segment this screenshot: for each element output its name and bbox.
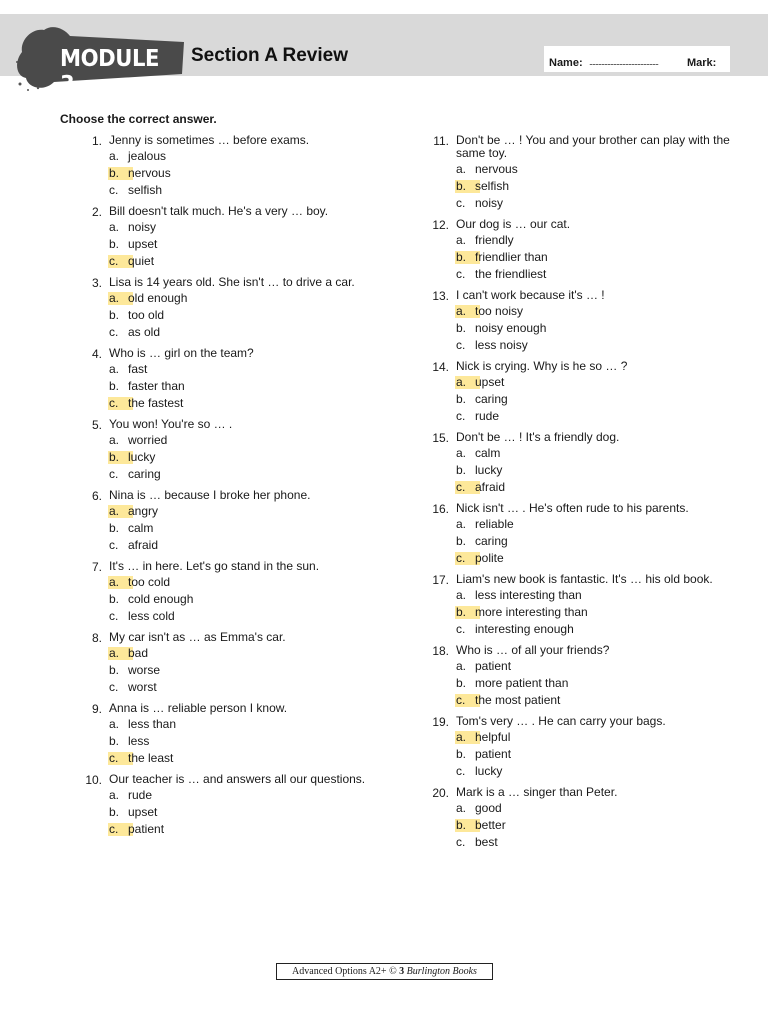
question-number: 14. [432,360,449,374]
option-text: noisy [475,196,504,210]
question-item [429,502,759,567]
mark-label: Mark: [687,57,717,69]
option-letter: c. [109,183,119,197]
option-text: more interesting than [475,605,588,619]
answer-option[interactable] [456,675,759,692]
question-text: Lisa is 14 years old. She isn't … to drive a car. [109,275,355,289]
answer-option[interactable] [109,432,412,449]
option-letter: c. [109,396,119,410]
answer-option[interactable] [109,148,412,165]
question-item [82,560,412,625]
option-text: too noisy [475,304,524,318]
option-letter: a. [456,233,467,247]
option-text: as old [128,325,161,339]
question-item [82,631,412,696]
option-letter: a. [456,801,467,815]
option-text: the most patient [475,693,561,707]
answer-option[interactable] [109,645,412,662]
option-text: less noisy [475,338,528,352]
answer-option[interactable] [109,804,412,821]
option-text: upset [128,237,158,251]
answer-option[interactable] [109,324,412,341]
option-text: the fastest [128,396,184,410]
option-text: selfish [128,183,163,197]
question-item [429,644,759,709]
answer-option[interactable] [109,750,412,767]
option-letter: c. [456,196,466,210]
question-text: Who is … of all your friends? [456,643,610,657]
answer-option[interactable] [456,550,759,567]
option-text: afraid [475,480,506,494]
answer-option[interactable] [456,391,759,408]
option-letter: b. [109,450,120,464]
answer-option[interactable] [456,266,759,283]
question-number: 18. [432,644,449,658]
option-text: better [475,818,506,832]
option-letter: c. [456,835,466,849]
answer-option[interactable] [109,733,412,750]
option-letter: a. [456,588,467,602]
answer-option[interactable] [109,378,412,395]
option-text: selfish [475,179,510,193]
question-number: 1. [91,134,102,148]
option-letter: a. [109,575,120,589]
question-text: Who is … girl on the team? [109,346,254,360]
option-text: worse [128,663,161,677]
question-number: 17. [432,573,449,587]
answer-option[interactable] [456,746,759,763]
answer-option[interactable] [456,408,759,425]
option-letter: b. [456,250,467,264]
option-text: less [128,734,150,748]
option-letter: c. [109,751,119,765]
question-item [82,205,412,270]
option-text: less than [128,717,177,731]
option-text: best [475,835,498,849]
question-item [82,418,412,483]
answer-option[interactable] [456,729,759,746]
answer-option[interactable] [456,587,759,604]
option-letter: b. [456,676,467,690]
question-text: Nina is … because I broke her phone. [109,488,311,502]
option-letter: c. [456,409,466,423]
question-text: Our dog is … our cat. [456,217,571,231]
answer-option[interactable] [456,621,759,638]
option-letter: a. [456,304,467,318]
answer-option[interactable] [109,253,412,270]
option-letter: a. [109,149,120,163]
question-number: 11. [433,134,449,148]
option-letter: a. [109,220,120,234]
option-letter: b. [109,308,120,322]
option-text: caring [475,392,508,406]
option-letter: a. [456,162,467,176]
option-text: fast [128,362,148,376]
option-text: patient [475,747,512,761]
answer-option[interactable] [456,763,759,780]
option-text: polite [475,551,504,565]
option-text: faster than [128,379,185,393]
option-letter: c. [456,480,466,494]
answer-option[interactable] [456,337,759,354]
question-item [429,573,759,638]
question-item [429,786,759,851]
option-letter: c. [456,764,466,778]
question-number: 15. [432,431,449,445]
option-letter: b. [456,747,467,761]
footer-text: Advanced Options A2+ © [292,966,400,977]
option-text: worst [128,680,157,694]
option-letter: c. [109,609,119,623]
option-text: caring [128,467,161,481]
answer-option[interactable] [109,449,412,466]
answer-option[interactable] [456,658,759,675]
option-text: noisy [128,220,157,234]
option-text: rude [128,788,153,802]
option-text: caring [475,534,508,548]
option-text: the friendliest [475,267,547,281]
questions-column-right [429,134,759,857]
option-text: noisy enough [475,321,547,335]
option-letter: c. [109,325,119,339]
question-number: 20. [432,786,449,800]
answer-option[interactable] [456,161,759,178]
question-number: 2. [91,205,102,219]
option-text: calm [128,521,154,535]
option-text: more patient than [475,676,569,690]
name-dotted-line: .............................................. [589,57,659,67]
option-letter: b. [109,166,120,180]
option-letter: b. [109,663,120,677]
question-number: 16. [432,502,449,516]
answer-option[interactable] [109,591,412,608]
answer-option[interactable] [456,834,759,851]
question-item [429,289,759,354]
option-text: friendly [475,233,514,247]
option-text: reliable [475,517,514,531]
option-text: quiet [128,254,155,268]
answer-option[interactable] [456,249,759,266]
question-text: My car isn't as … as Emma's car. [109,630,286,644]
option-letter: a. [109,362,120,376]
question-text: Mark is a … singer than Peter. [456,785,618,799]
question-text: Nick is crying. Why is he so … ? [456,359,628,373]
option-letter: a. [456,517,467,531]
option-letter: a. [456,659,467,673]
question-text: Our teacher is … and answers all our questions. [109,772,366,786]
question-text: It's … in here. Let's go stand in the sun. [109,559,320,573]
option-text: upset [128,805,158,819]
option-letter: c. [456,693,466,707]
option-letter: a. [456,375,467,389]
option-letter: c. [456,267,466,281]
answer-option[interactable] [456,817,759,834]
question-number: 4. [91,347,102,361]
option-text: calm [475,446,501,460]
question-number: 19. [432,715,449,729]
answer-option[interactable] [109,236,412,253]
answer-option[interactable] [456,692,759,709]
option-text: angry [128,504,159,518]
answer-option[interactable] [109,290,412,307]
option-letter: b. [109,734,120,748]
answer-option[interactable] [109,361,412,378]
option-text: good [475,801,502,815]
answer-option[interactable] [109,716,412,733]
option-letter: c. [109,467,119,481]
answer-option[interactable] [109,182,412,199]
answer-option[interactable] [109,466,412,483]
answer-option[interactable] [109,307,412,324]
question-text: Don't be … ! You and your brother can play with the same toy. [456,133,730,160]
option-text: nervous [128,166,171,180]
question-item [429,715,759,780]
option-text: less interesting than [475,588,582,602]
option-letter: a. [456,446,467,460]
option-text: patient [128,822,165,836]
answer-option[interactable] [456,516,759,533]
footer-page-number: 3 [399,966,405,977]
instruction: Choose the correct answer. [60,112,217,126]
answer-option[interactable] [109,219,412,236]
answer-option[interactable] [456,462,759,479]
answer-option[interactable] [456,445,759,462]
question-number: 6. [91,489,102,503]
option-letter: c. [109,538,119,552]
option-letter: b. [456,321,467,335]
answer-option[interactable] [109,537,412,554]
option-letter: b. [109,521,120,535]
answer-option[interactable] [456,178,759,195]
option-text: cold enough [128,592,194,606]
option-text: too old [128,308,165,322]
question-text: I can't work because it's … ! [456,288,605,302]
option-text: interesting enough [475,622,574,636]
answer-option[interactable] [109,503,412,520]
option-text: rude [475,409,500,423]
question-item [82,134,412,199]
option-text: jealous [128,149,167,163]
option-text: patient [475,659,512,673]
option-letter: a. [109,717,120,731]
answer-option[interactable] [456,320,759,337]
question-text: Anna is … reliable person I know. [109,701,288,715]
answer-option[interactable] [109,395,412,412]
option-letter: a. [109,504,120,518]
footer-publisher: Burlington Books [406,966,477,977]
answer-option[interactable] [456,303,759,320]
module-label: MODULE 3 [60,46,159,98]
question-number: 9. [91,702,102,716]
answer-option[interactable] [109,821,412,838]
option-letter: b. [109,592,120,606]
module-badge [14,22,188,98]
question-number: 7. [91,560,102,574]
answer-option[interactable] [109,679,412,696]
answer-option[interactable] [456,232,759,249]
option-text: helpful [475,730,511,744]
question-item [82,489,412,554]
option-letter: a. [109,788,120,802]
option-letter: c. [109,254,119,268]
answer-option[interactable] [109,608,412,625]
option-letter: b. [456,179,467,193]
option-letter: c. [109,822,119,836]
question-text: Don't be … ! It's a friendly dog. [456,430,620,444]
option-letter: b. [456,818,467,832]
option-text: lucky [475,463,503,477]
question-text: Tom's very … . He can carry your bags. [456,714,666,728]
question-item [429,134,759,212]
question-number: 12. [432,218,449,232]
question-item [82,347,412,412]
question-text: Bill doesn't talk much. He's a very … boy. [109,204,329,218]
question-item [429,360,759,425]
option-text: nervous [475,162,518,176]
option-text: afraid [128,538,159,552]
option-text: friendlier than [475,250,548,264]
question-number: 3. [91,276,102,290]
option-letter: c. [456,551,466,565]
answer-option[interactable] [109,520,412,537]
answer-option[interactable] [456,800,759,817]
option-letter: b. [456,605,467,619]
option-letter: b. [109,237,120,251]
option-letter: c. [456,338,466,352]
option-text: less cold [128,609,175,623]
option-text: upset [475,375,505,389]
question-item [82,276,412,341]
answer-option[interactable] [456,195,759,212]
question-text: Nick isn't … . He's often rude to his parents. [456,501,689,515]
option-letter: b. [109,379,120,393]
option-text: worried [128,433,168,447]
answer-option[interactable] [109,574,412,591]
option-letter: b. [456,463,467,477]
option-text: old enough [128,291,188,305]
answer-option[interactable] [456,374,759,391]
option-letter: a. [109,433,120,447]
option-text: too cold [128,575,171,589]
question-number: 10. [85,773,102,787]
name-label: Name: [549,57,583,69]
option-letter: a. [109,291,120,305]
option-letter: b. [109,805,120,819]
question-number: 13. [432,289,449,303]
footer [276,963,493,980]
questions-column-left [82,134,412,844]
section-title: Section A Review [191,45,348,66]
question-text: Liam's new book is fantastic. It's … his old book. [456,572,713,586]
question-number: 8. [91,631,102,645]
option-letter: a. [456,730,467,744]
name-mark-box[interactable] [544,46,730,72]
option-letter: c. [456,622,466,636]
question-item [82,702,412,767]
question-item [82,773,412,838]
option-letter: a. [109,646,120,660]
option-text: bad [128,646,149,660]
option-text: lucky [475,764,503,778]
option-letter: b. [456,392,467,406]
option-text: lucky [128,450,156,464]
question-item [429,431,759,496]
answer-option[interactable] [456,533,759,550]
option-letter: b. [456,534,467,548]
option-text: the least [128,751,174,765]
answer-option[interactable] [456,604,759,621]
option-letter: c. [109,680,119,694]
answer-option[interactable] [109,662,412,679]
answer-option[interactable] [456,479,759,496]
question-item [429,218,759,283]
answer-option[interactable] [109,165,412,182]
question-number: 5. [91,418,102,432]
answer-option[interactable] [109,787,412,804]
question-text: You won! You're so … . [109,417,233,431]
question-text: Jenny is sometimes … before exams. [109,133,310,147]
